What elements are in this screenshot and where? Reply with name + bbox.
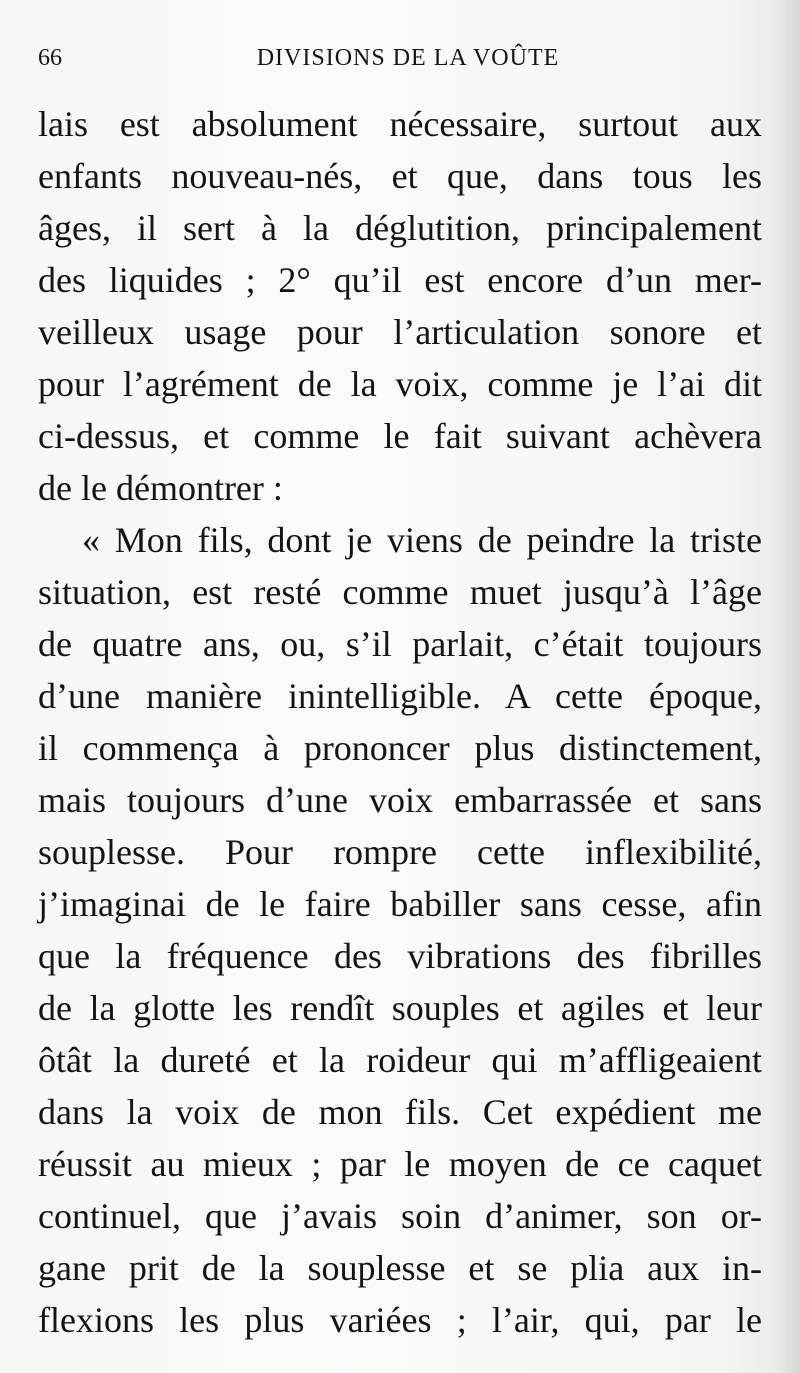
text-line: ci-dessus, et comme le fait suivant achèvera	[38, 416, 762, 456]
text-line: situation, est resté comme muet jusqu’à l’âge	[38, 572, 762, 612]
running-title: DIVISIONS DE LA VOÛTE	[256, 45, 560, 71]
text-line: enfants nouveau-nés, et que, dans tous les	[38, 156, 762, 196]
page-edge-shadow	[772, 0, 800, 1373]
text-line: souplesse. Pour rompre cette inflexibilité,	[38, 832, 762, 872]
paragraph-2	[38, 514, 762, 1346]
text-line: d’une manière inintelligible. A cette époque,	[38, 676, 762, 716]
text-line: flexions les plus variées ; l’air, qui, par le	[38, 1300, 762, 1340]
text-line: de la glotte les rendît souples et agiles et leur	[38, 988, 762, 1028]
text-line: « Mon fils, dont je viens de peindre la triste	[82, 520, 762, 560]
text-line: dans la voix de mon fils. Cet expédient me	[38, 1092, 762, 1132]
text-line: âges, il sert à la déglutition, principalement	[38, 208, 762, 248]
text-line: que la fréquence des vibrations des fibrilles	[38, 936, 762, 976]
text-body	[38, 98, 762, 1346]
text-line: j’imaginai de le faire babiller sans cesse, afin	[38, 884, 762, 924]
text-line: il commença à prononcer plus distinctement,	[38, 728, 762, 768]
text-line: de le démontrer :	[38, 468, 283, 508]
page-number: 66	[38, 45, 62, 71]
text-line: pour l’agrément de la voix, comme je l’ai dit	[38, 364, 762, 404]
text-line: mais toujours d’une voix embarrassée et sans	[38, 780, 762, 820]
text-line: veilleux usage pour l’articulation sonore et	[38, 312, 762, 352]
text-line: continuel, que j’avais soin d’animer, son or-	[38, 1196, 762, 1236]
running-head	[38, 40, 762, 80]
text-line: des liquides ; 2° qu’il est encore d’un mer-	[38, 260, 762, 300]
text-line: réussit au mieux ; par le moyen de ce caquet	[38, 1144, 762, 1184]
text-line: lais est absolument nécessaire, surtout aux	[38, 104, 762, 144]
text-line: ôtât la dureté et la roideur qui m’affligeaient	[38, 1040, 762, 1080]
text-line: de quatre ans, ou, s’il parlait, c’était toujours	[38, 624, 762, 664]
text-line: gane prit de la souplesse et se plia aux in-	[38, 1248, 762, 1288]
paragraph-1	[38, 98, 762, 514]
